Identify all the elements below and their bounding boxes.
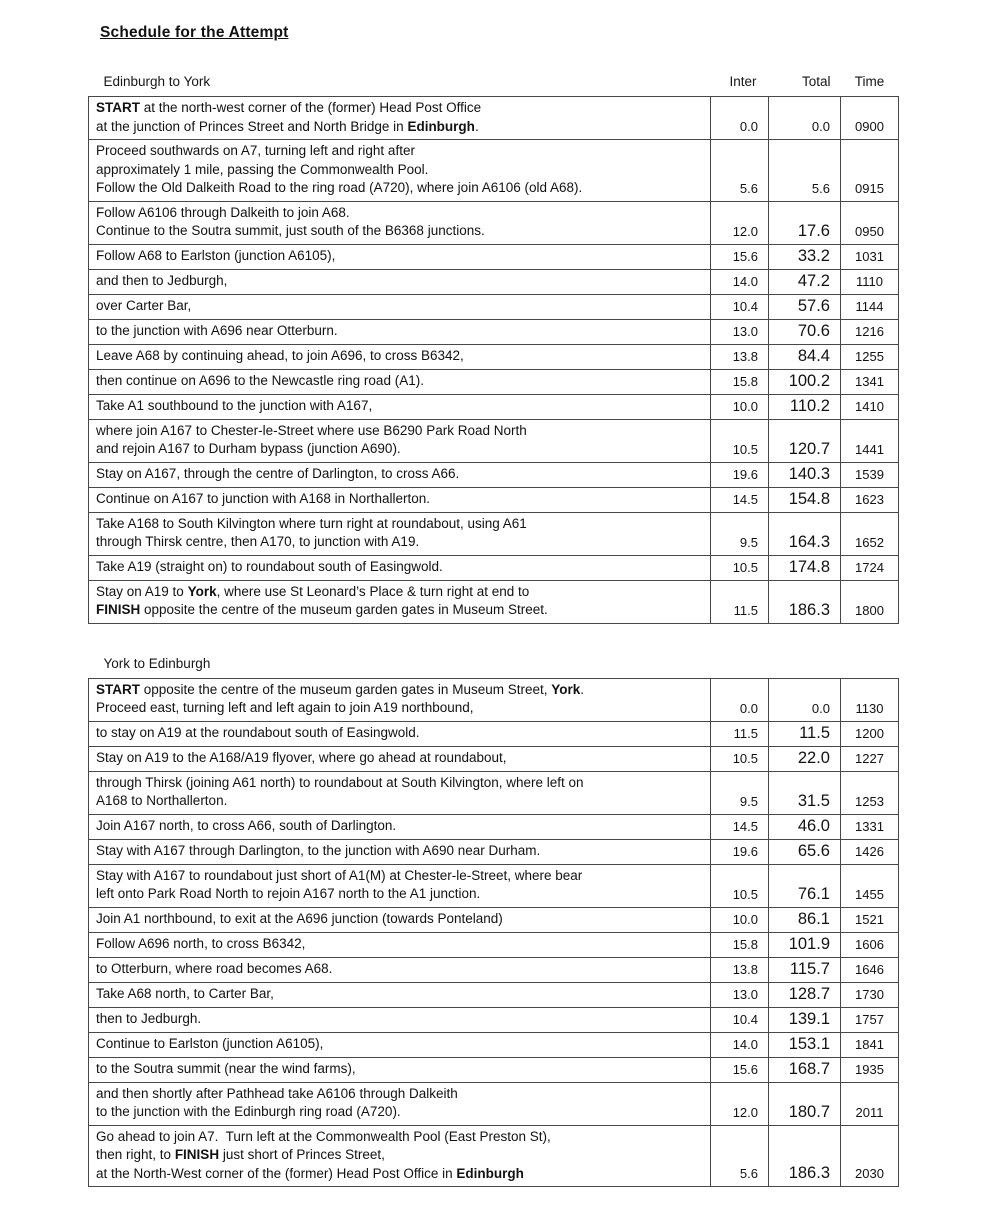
- route-instruction-line: Follow A696 north, to cross B6342,: [96, 935, 306, 951]
- table-row: [89, 746, 899, 771]
- inter-miles-value: 10.4: [711, 294, 769, 319]
- time-value: 1110: [841, 269, 899, 294]
- route-instruction: [89, 1007, 711, 1032]
- inter-miles-value: 19.6: [711, 462, 769, 487]
- table-row: [89, 344, 899, 369]
- table-row: [89, 1082, 899, 1125]
- route-instruction-line: to stay on A19 at the roundabout south of Easingwold.: [96, 724, 420, 740]
- inter-miles-value: 15.6: [711, 244, 769, 269]
- route-instruction: [89, 907, 711, 932]
- total-miles-value: 0.0: [769, 97, 841, 140]
- route-instruction-line: START opposite the centre of the museum garden gates in Museum Street, York.: [96, 681, 585, 697]
- table-header-row: [89, 624, 899, 679]
- inter-miles-value: 15.8: [711, 369, 769, 394]
- route-instruction-line: then right, to FINISH just short of Princes Street,: [96, 1147, 385, 1162]
- inter-miles-value: 14.0: [711, 1032, 769, 1057]
- inter-miles-value: 13.0: [711, 982, 769, 1007]
- time-value: 1652: [841, 512, 899, 555]
- route-instruction: [89, 294, 711, 319]
- table-row: [89, 97, 899, 140]
- total-miles-value: 140.3: [769, 462, 841, 487]
- time-value: 1606: [841, 932, 899, 957]
- route-instruction-line: through Thirsk (joining A61 north) to roundabout at South Kilvington, where left on: [96, 774, 584, 790]
- route-instruction-line: at the junction of Princes Street and North Bridge in Edinburgh.: [96, 118, 479, 134]
- table-label: York to Edinburgh: [103, 655, 211, 671]
- section-york-to-edinburgh: [88, 624, 900, 1188]
- route-instruction-line: to the Soutra summit (near the wind farms),: [96, 1060, 356, 1076]
- route-instruction: [89, 1057, 711, 1082]
- route-instruction-line: Go ahead to join A7. Turn left at the Commonwealth Pool (East Preston St),: [96, 1128, 551, 1144]
- route-instruction-line: and then to Jedburgh,: [96, 272, 228, 288]
- inter-miles-value: 13.8: [711, 344, 769, 369]
- table-row: [89, 864, 899, 907]
- total-miles-value: 65.6: [769, 839, 841, 864]
- inter-miles-value: 19.6: [711, 839, 769, 864]
- route-instruction: [89, 512, 711, 555]
- route-instruction-line: Continue on A167 to junction with A168 in Northallerton.: [96, 490, 430, 506]
- table-row: [89, 512, 899, 555]
- route-instruction-line: Stay with A167 through Darlington, to the junction with A690 near Durham.: [96, 842, 541, 858]
- route-instruction: [89, 771, 711, 814]
- inter-miles-value: 10.4: [711, 1007, 769, 1032]
- route-instruction: [89, 462, 711, 487]
- time-value: 1331: [841, 814, 899, 839]
- route-instruction-line: Follow the Old Dalkeith Road to the ring road (A720), where join A6106 (old A68).: [96, 180, 583, 195]
- route-instruction: [89, 678, 711, 721]
- route-instruction-line: Take A19 (straight on) to roundabout south of Easingwold.: [96, 558, 443, 574]
- table-row: [89, 721, 899, 746]
- time-value: 1935: [841, 1057, 899, 1082]
- schedule-document: [0, 24, 1000, 1220]
- time-value: 1757: [841, 1007, 899, 1032]
- total-miles-value: 115.7: [769, 957, 841, 982]
- route-instruction: [89, 1125, 711, 1187]
- time-value: 1031: [841, 244, 899, 269]
- route-instruction-line: then to Jedburgh.: [96, 1010, 202, 1026]
- total-miles-value: 86.1: [769, 907, 841, 932]
- schedule-table-york-to-edinburgh: [88, 624, 899, 1188]
- inter-miles-value: 14.5: [711, 814, 769, 839]
- total-miles-value: 180.7: [769, 1082, 841, 1125]
- route-instruction-line: Take A68 north, to Carter Bar,: [96, 985, 274, 1001]
- route-instruction-line: through Thirsk centre, then A170, to junction with A19.: [96, 534, 420, 549]
- total-miles-value: 168.7: [769, 1057, 841, 1082]
- total-miles-value: 164.3: [769, 512, 841, 555]
- table-header: [89, 42, 899, 97]
- time-value: 1455: [841, 864, 899, 907]
- route-instruction: [89, 487, 711, 512]
- time-value: 1724: [841, 555, 899, 580]
- inter-miles-value: 15.8: [711, 932, 769, 957]
- route-instruction-line: Stay on A167, through the centre of Darlington, to cross A66.: [96, 465, 460, 481]
- total-miles-value: 153.1: [769, 1032, 841, 1057]
- route-instruction-line: Stay on A19 to the A168/A19 flyover, where go ahead at roundabout,: [96, 749, 507, 765]
- total-miles-value: 100.2: [769, 369, 841, 394]
- table-row: [89, 487, 899, 512]
- total-miles-value: 174.8: [769, 555, 841, 580]
- route-instruction-line: Follow A6106 through Dalkeith to join A68.: [96, 204, 350, 220]
- time-value: 1426: [841, 839, 899, 864]
- time-value: 0900: [841, 97, 899, 140]
- total-miles-value: 76.1: [769, 864, 841, 907]
- table-row: [89, 462, 899, 487]
- time-value: 1410: [841, 394, 899, 419]
- time-value: 0915: [841, 140, 899, 202]
- table-header-row: [89, 42, 899, 97]
- column-header-time: Time: [854, 74, 885, 89]
- table-row: [89, 982, 899, 1007]
- time-value: 1841: [841, 1032, 899, 1057]
- column-header-total: [769, 624, 841, 679]
- route-instruction-line: and rejoin A167 to Durham bypass (junction A690).: [96, 441, 401, 456]
- time-value: 1227: [841, 746, 899, 771]
- time-value: 1255: [841, 344, 899, 369]
- table-row: [89, 244, 899, 269]
- inter-miles-value: 9.5: [711, 771, 769, 814]
- total-miles-value: 128.7: [769, 982, 841, 1007]
- route-instruction-line: Follow A68 to Earlston (junction A6105),: [96, 247, 336, 263]
- route-instruction: [89, 1032, 711, 1057]
- route-instruction-line: Stay on A19 to York, where use St Leonard’s Place & turn right at end to: [96, 583, 530, 599]
- inter-miles-value: 13.8: [711, 957, 769, 982]
- total-miles-value: 31.5: [769, 771, 841, 814]
- route-instruction: [89, 864, 711, 907]
- route-instruction: [89, 746, 711, 771]
- route-instruction-line: Take A1 southbound to the junction with A167,: [96, 397, 373, 413]
- table-row: [89, 369, 899, 394]
- route-instruction: [89, 244, 711, 269]
- route-instruction: [89, 269, 711, 294]
- total-miles-value: 101.9: [769, 932, 841, 957]
- route-instruction-line: where join A167 to Chester-le-Street where use B6290 Park Road North: [96, 422, 527, 438]
- inter-miles-value: 10.0: [711, 907, 769, 932]
- total-miles-value: 84.4: [769, 344, 841, 369]
- column-header-total: Total: [801, 74, 831, 89]
- route-instruction: [89, 555, 711, 580]
- total-miles-value: 0.0: [769, 678, 841, 721]
- route-instruction-line: Join A167 north, to cross A66, south of Darlington.: [96, 817, 397, 833]
- route-instruction: [89, 344, 711, 369]
- route-instruction: [89, 97, 711, 140]
- route-instruction: [89, 419, 711, 462]
- time-value: 1800: [841, 580, 899, 623]
- total-miles-value: 110.2: [769, 394, 841, 419]
- route-instruction-line: Stay with A167 to roundabout just short of A1(M) at Chester-le-Street, where bear: [96, 867, 583, 883]
- table-row: [89, 555, 899, 580]
- table-row: [89, 771, 899, 814]
- inter-miles-value: 5.6: [711, 140, 769, 202]
- time-value: 1521: [841, 907, 899, 932]
- total-miles-value: 47.2: [769, 269, 841, 294]
- inter-miles-value: 14.0: [711, 269, 769, 294]
- total-miles-value: 22.0: [769, 746, 841, 771]
- table-row: [89, 140, 899, 202]
- route-instruction: [89, 319, 711, 344]
- time-value: 1130: [841, 678, 899, 721]
- table-row: [89, 319, 899, 344]
- inter-miles-value: 14.5: [711, 487, 769, 512]
- table-row: [89, 907, 899, 932]
- inter-miles-value: 13.0: [711, 319, 769, 344]
- time-value: 1730: [841, 982, 899, 1007]
- table-row: [89, 1057, 899, 1082]
- table-row: [89, 394, 899, 419]
- table-row: [89, 580, 899, 623]
- total-miles-value: 186.3: [769, 580, 841, 623]
- route-instruction: [89, 369, 711, 394]
- route-instruction: [89, 140, 711, 202]
- total-miles-value: 120.7: [769, 419, 841, 462]
- route-instruction: [89, 580, 711, 623]
- route-instruction: [89, 814, 711, 839]
- total-miles-value: 46.0: [769, 814, 841, 839]
- time-value: 1539: [841, 462, 899, 487]
- route-instruction: [89, 394, 711, 419]
- time-value: 1200: [841, 721, 899, 746]
- inter-miles-value: 11.5: [711, 580, 769, 623]
- route-instruction: [89, 982, 711, 1007]
- table-row: [89, 678, 899, 721]
- route-instruction-line: to the junction with A696 near Otterburn.: [96, 322, 338, 338]
- inter-miles-value: 5.6: [711, 1125, 769, 1187]
- total-miles-value: 11.5: [769, 721, 841, 746]
- time-value: 1216: [841, 319, 899, 344]
- inter-miles-value: 0.0: [711, 678, 769, 721]
- inter-miles-value: 10.5: [711, 555, 769, 580]
- inter-miles-value: 12.0: [711, 1082, 769, 1125]
- route-instruction-line: Continue to the Soutra summit, just south of the B6368 junctions.: [96, 223, 485, 238]
- section-edinburgh-to-york: [88, 42, 900, 624]
- total-miles-value: 70.6: [769, 319, 841, 344]
- inter-miles-value: 15.6: [711, 1057, 769, 1082]
- table-row: [89, 294, 899, 319]
- route-instruction: [89, 1082, 711, 1125]
- route-instruction-line: Proceed east, turning left and left again to join A19 northbound,: [96, 700, 474, 715]
- route-instruction-line: START at the north-west corner of the (former) Head Post Office: [96, 100, 482, 115]
- inter-miles-value: 12.0: [711, 201, 769, 244]
- table-row: [89, 839, 899, 864]
- route-instruction-line: to Otterburn, where road becomes A68.: [96, 960, 333, 976]
- route-instruction: [89, 201, 711, 244]
- route-instruction-line: A168 to Northallerton.: [96, 793, 228, 808]
- route-instruction-line: Proceed southwards on A7, turning left and right after: [96, 143, 415, 158]
- table-row: [89, 201, 899, 244]
- table-row: [89, 932, 899, 957]
- time-value: 1623: [841, 487, 899, 512]
- route-instruction-line: at the North-West corner of the (former) Head Post Office in Edinburgh: [96, 1165, 524, 1181]
- inter-miles-value: 9.5: [711, 512, 769, 555]
- route-instruction-line: left onto Park Road North to rejoin A167 north to the A1 junction.: [96, 886, 481, 901]
- table-row: [89, 269, 899, 294]
- table-row: [89, 957, 899, 982]
- inter-miles-value: 10.5: [711, 864, 769, 907]
- route-instruction-line: over Carter Bar,: [96, 297, 192, 313]
- time-value: 1144: [841, 294, 899, 319]
- table-row: [89, 419, 899, 462]
- total-miles-value: 33.2: [769, 244, 841, 269]
- time-value: 0950: [841, 201, 899, 244]
- schedule-table-edinburgh-to-york: [88, 42, 899, 624]
- route-instruction-line: Take A168 to South Kilvington where turn right at roundabout, using A61: [96, 515, 527, 531]
- route-instruction: [89, 957, 711, 982]
- total-miles-value: 139.1: [769, 1007, 841, 1032]
- inter-miles-value: 11.5: [711, 721, 769, 746]
- inter-miles-value: 0.0: [711, 97, 769, 140]
- time-value: 2030: [841, 1125, 899, 1187]
- route-instruction-line: Leave A68 by continuing ahead, to join A696, to cross B6342,: [96, 347, 464, 363]
- time-value: 1253: [841, 771, 899, 814]
- time-value: 2011: [841, 1082, 899, 1125]
- total-miles-value: 154.8: [769, 487, 841, 512]
- route-instruction-line: then continue on A696 to the Newcastle ring road (A1).: [96, 372, 424, 388]
- table-body: [89, 97, 899, 624]
- route-instruction: [89, 839, 711, 864]
- total-miles-value: 57.6: [769, 294, 841, 319]
- document-title: Schedule for the Attempt: [100, 24, 289, 41]
- time-value: 1646: [841, 957, 899, 982]
- column-header-time: [841, 624, 899, 679]
- column-header-inter: Inter: [729, 74, 757, 89]
- route-instruction-line: approximately 1 mile, passing the Commonwealth Pool.: [96, 161, 429, 177]
- table-body: [89, 678, 899, 1187]
- total-miles-value: 17.6: [769, 201, 841, 244]
- table-label: Edinburgh to York: [103, 74, 211, 89]
- table-row: [89, 814, 899, 839]
- route-instruction-line: Join A1 northbound, to exit at the A696 junction (towards Ponteland): [96, 910, 503, 926]
- route-instruction-line: Continue to Earlston (junction A6105),: [96, 1035, 324, 1051]
- total-miles-value: 5.6: [769, 140, 841, 202]
- time-value: 1341: [841, 369, 899, 394]
- table-row: [89, 1032, 899, 1057]
- table-header: [89, 624, 899, 679]
- route-instruction: [89, 932, 711, 957]
- inter-miles-value: 10.0: [711, 394, 769, 419]
- inter-miles-value: 10.5: [711, 419, 769, 462]
- route-instruction: [89, 721, 711, 746]
- total-miles-value: 186.3: [769, 1125, 841, 1187]
- time-value: 1441: [841, 419, 899, 462]
- route-instruction-line: to the junction with the Edinburgh ring road (A720).: [96, 1104, 401, 1119]
- route-instruction-line: and then shortly after Pathhead take A6106 through Dalkeith: [96, 1085, 458, 1101]
- table-row: [89, 1007, 899, 1032]
- inter-miles-value: 10.5: [711, 746, 769, 771]
- route-instruction-line: FINISH opposite the centre of the museum garden gates in Museum Street.: [96, 602, 548, 617]
- column-header-inter: [711, 624, 769, 679]
- table-row: [89, 1125, 899, 1187]
